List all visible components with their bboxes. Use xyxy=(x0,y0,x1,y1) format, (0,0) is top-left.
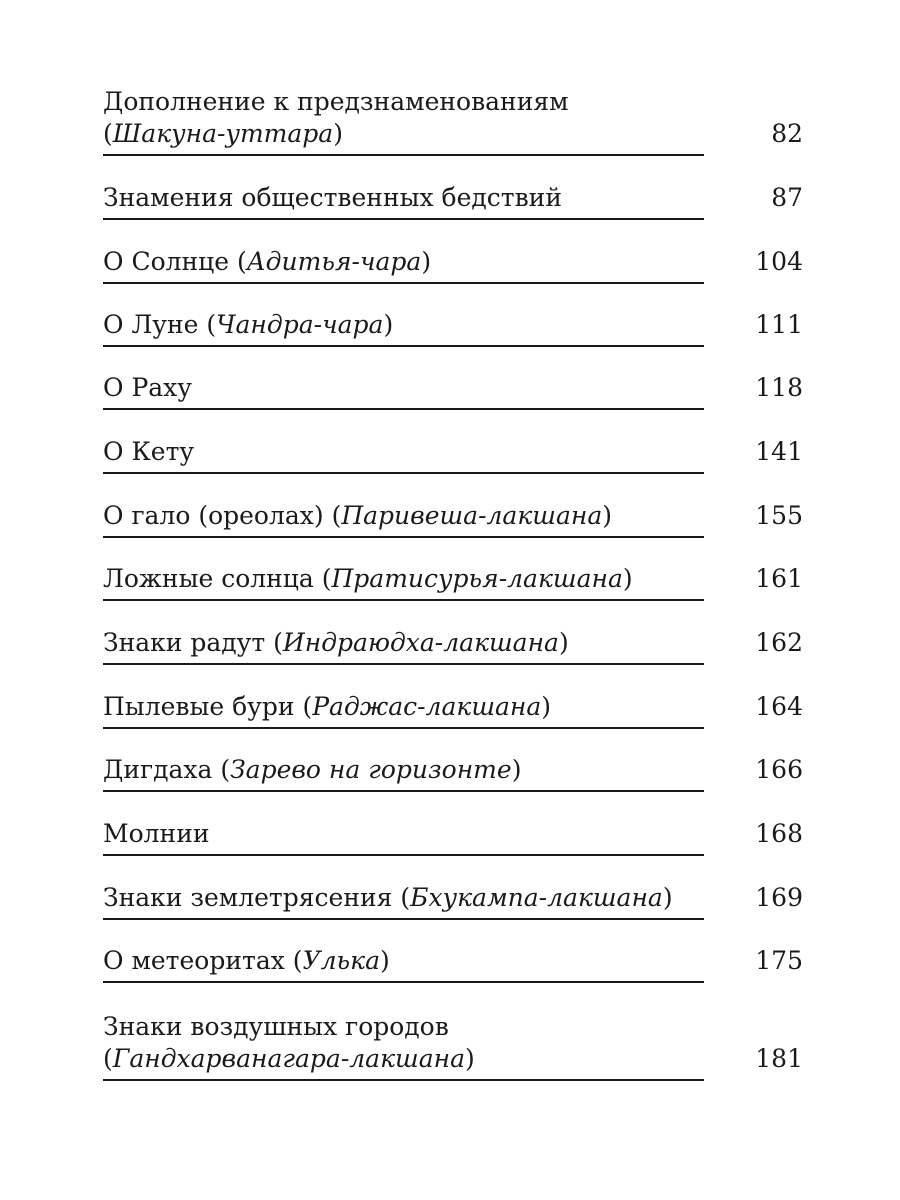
toc-entry-title-italic: Адитья-чара xyxy=(246,247,422,276)
toc-entry-title-close: ) xyxy=(421,247,432,276)
toc-entry xyxy=(103,625,803,669)
toc-entry-title-close: ) xyxy=(558,628,569,657)
toc-entry xyxy=(103,88,803,160)
toc-entry xyxy=(103,307,803,351)
toc-entry-title-italic: Раджас-лакшана xyxy=(312,692,542,721)
toc-entry-rule xyxy=(103,727,704,729)
toc-entry-page-number: 168 xyxy=(755,819,803,848)
toc-entry-title xyxy=(103,500,703,532)
toc-entry-title-text: ( xyxy=(103,1044,113,1073)
toc-entry xyxy=(103,180,803,224)
toc-entry xyxy=(103,689,803,733)
toc-entry-page-number: 82 xyxy=(771,119,803,148)
toc-entry-title xyxy=(103,372,703,404)
toc-entry-title-close: ) xyxy=(662,883,673,912)
toc-entry-title-close: ) xyxy=(602,501,612,530)
toc-entry-title xyxy=(103,945,703,977)
toc-entry xyxy=(103,816,803,860)
toc-entry xyxy=(103,1013,803,1085)
toc-entry-title xyxy=(103,818,703,850)
toc-entry xyxy=(103,561,803,605)
toc-entry-title-italic: Бхукампа-лакшана xyxy=(410,883,663,912)
toc-entry-title xyxy=(103,246,703,278)
toc-entry xyxy=(103,434,803,478)
toc-entry-page-number: 111 xyxy=(755,310,803,339)
toc-entry-title-text: Пылевые бури ( xyxy=(103,692,313,721)
toc-entry-title-text: Дигдаха ( xyxy=(103,755,231,784)
toc-entry-rule xyxy=(103,599,704,601)
toc-entry-title-italic: Улька xyxy=(302,946,380,975)
toc-entry-rule xyxy=(103,218,704,220)
toc-entry xyxy=(103,498,803,542)
toc-entry-title-italic: Пратисурья-лакшана xyxy=(331,564,623,593)
toc-entry-title-text: Молнии xyxy=(103,819,210,848)
toc-entry-page-number: 181 xyxy=(755,1044,803,1073)
toc-entry-title-line: Дополнение к предзнаменованиям xyxy=(103,87,569,116)
toc-entry-title xyxy=(103,563,703,595)
toc-entry-rule xyxy=(103,1079,704,1081)
toc-entry-title xyxy=(103,436,703,468)
toc-entry-page-number: 175 xyxy=(755,946,803,975)
toc-entry-page-number: 169 xyxy=(755,883,803,912)
toc-entry-rule xyxy=(103,408,704,410)
toc-entry-rule xyxy=(103,854,704,856)
toc-entry-rule xyxy=(103,918,704,920)
toc-entry-rule xyxy=(103,790,704,792)
toc-entry-page-number: 87 xyxy=(771,183,803,212)
toc-entry-page-number: 161 xyxy=(755,564,803,593)
toc-entry-title-close: ) xyxy=(622,564,633,593)
toc-entry-page-number: 164 xyxy=(755,692,803,721)
toc-entry-title-close: ) xyxy=(541,692,552,721)
toc-entry xyxy=(103,370,803,414)
toc-entry-title-italic: Шакуна-уттара xyxy=(112,119,334,148)
toc-entry-title-text: ( xyxy=(103,119,113,148)
toc-entry-title-close: ) xyxy=(383,310,394,339)
toc-entry-title-text: Знаки радут ( xyxy=(103,628,283,657)
toc-entry-title-close: ) xyxy=(511,755,522,784)
toc-entry-rule xyxy=(103,536,704,538)
toc-entry-title xyxy=(103,1011,703,1075)
toc-entry xyxy=(103,880,803,924)
toc-entry-title-text: Ложные солнца ( xyxy=(103,564,332,593)
toc-entry xyxy=(103,752,803,796)
toc-entry-title-text: Знамения общественных бедствий xyxy=(103,183,563,212)
toc-entry-page-number: 104 xyxy=(755,247,803,276)
toc-entry-title-text: О гало (ореолах) ( xyxy=(103,501,342,530)
toc-entry-page-number: 118 xyxy=(755,373,803,402)
toc-entry-page-number: 162 xyxy=(755,628,803,657)
toc-entry-title-close: ) xyxy=(380,946,390,975)
toc-entry-title-italic: Чандра-чара xyxy=(216,310,384,339)
toc-entry-title-text: Знаки землетрясения ( xyxy=(103,883,411,912)
toc-entry-title-close: ) xyxy=(464,1044,475,1073)
toc-entry-title xyxy=(103,882,703,914)
toc-entry-title xyxy=(103,182,703,214)
toc-entry-title-text: О Луне ( xyxy=(103,310,217,339)
toc-entry-title-close: ) xyxy=(333,119,343,148)
toc-entry-title-italic: Гандхарванагара-лакшана xyxy=(112,1044,465,1073)
toc-entry-rule xyxy=(103,345,704,347)
toc-entry xyxy=(103,943,803,987)
toc-entry-title xyxy=(103,754,703,786)
toc-entry-title-italic: Паривеша-лакшана xyxy=(341,501,603,530)
toc-entry-title-text: О метеоритах ( xyxy=(103,946,303,975)
toc-entry-title-line: Знаки воздушных городов xyxy=(103,1012,449,1041)
toc-entry-title xyxy=(103,691,703,723)
toc-entry-title xyxy=(103,309,703,341)
toc-entry-title xyxy=(103,627,703,659)
toc-entry-title-text: О Солнце ( xyxy=(103,247,247,276)
toc-entry-title-italic: Индраюдха-лакшана xyxy=(282,628,559,657)
toc-entry-rule xyxy=(103,981,704,983)
toc-entry-rule xyxy=(103,282,704,284)
toc-entry-rule xyxy=(103,663,704,665)
toc-entry-page-number: 155 xyxy=(755,501,803,530)
toc-entry-title-text: О Раху xyxy=(103,373,192,402)
toc-entry-page-number: 166 xyxy=(755,755,803,784)
toc-entry-page-number: 141 xyxy=(755,437,803,466)
toc-entry-rule xyxy=(103,154,704,156)
toc-entry-title xyxy=(103,86,703,150)
toc-entry xyxy=(103,244,803,288)
toc-entry-rule xyxy=(103,472,704,474)
toc-entry-title-italic: Зарево на горизонте xyxy=(230,755,512,784)
toc-entry-title-text: О Кету xyxy=(103,437,195,466)
